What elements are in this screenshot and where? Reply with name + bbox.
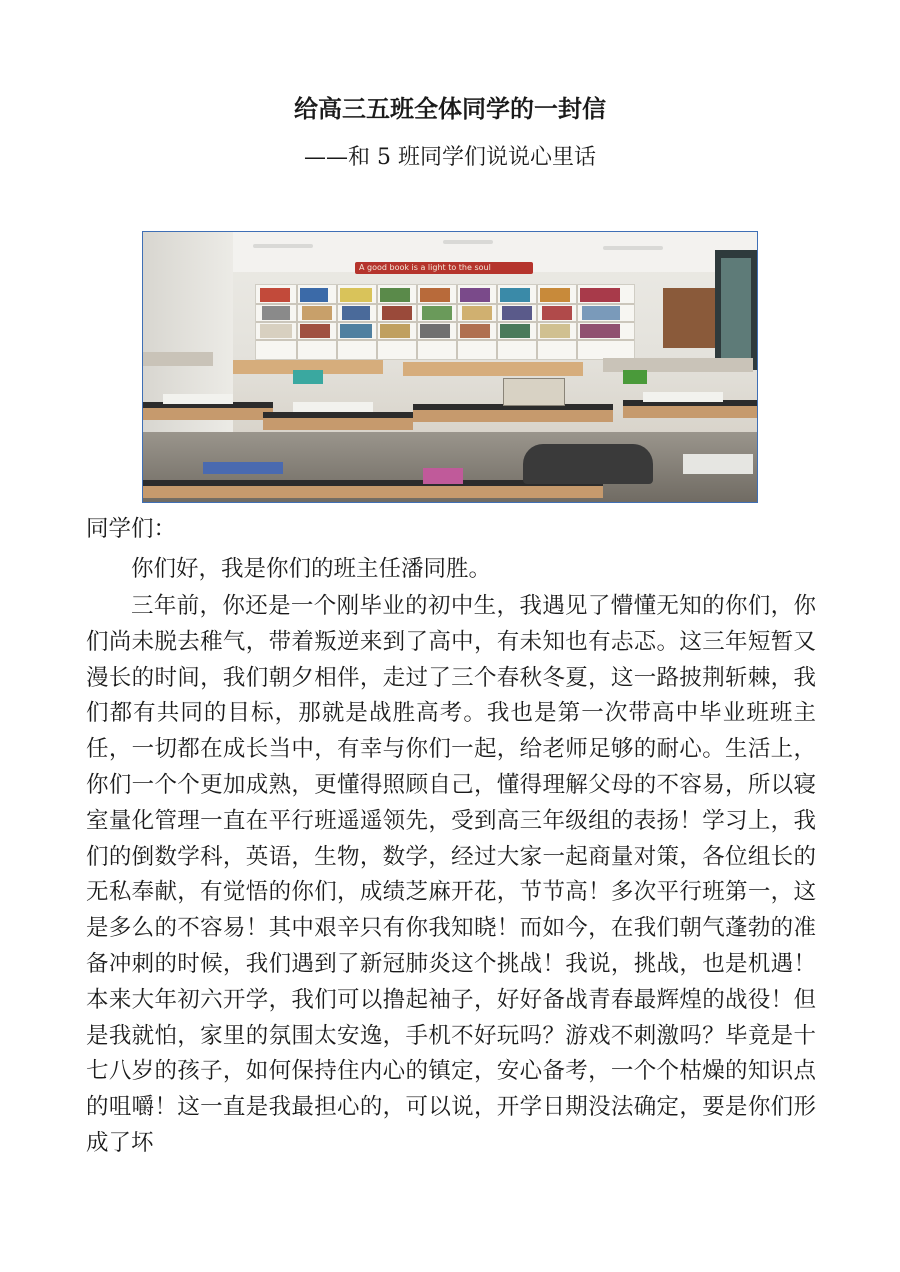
tissue-box	[423, 468, 463, 484]
photo-banner-text: A good book is a light to the soul	[359, 263, 491, 272]
ceiling-lamp	[443, 240, 493, 244]
book-stand	[503, 378, 565, 406]
desk	[143, 480, 403, 498]
paper-stack	[683, 454, 753, 474]
desk	[403, 362, 583, 376]
container	[293, 370, 323, 384]
letter-paragraph-1: 你们好，我是你们的班主任潘同胜。	[131, 556, 492, 582]
container	[623, 370, 647, 384]
desk	[623, 400, 758, 418]
letter-title: 给高三五班全体同学的一封信	[294, 95, 606, 123]
side-bookshelf	[663, 288, 715, 348]
book-pile	[203, 462, 283, 474]
paper-stack	[293, 402, 373, 412]
letter-paragraph-2: 三年前，你还是一个刚毕业的初中生，我遇见了懵懂无知的你们，你们尚未脱去稚气，带着叛逆来到了高中，有未知也有忐忑。这三年短暂又漫长的时间，我们朝夕相伴，走过了三个春秋冬夏，这一路披荆斩棘，我们都有共同的目标，那就是战胜高考。我也是第一次带高中毕业班班主任，一切都在成长当中，有幸与你们一起，给老师足够的耐心。生活上，你们一个个更加成熟，更懂得照顾自己，懂得理解父母的不容易，所以寝室量化管理一直在平行班遥遥领先，受到高三年级组的表扬！学习上，我们的倒数学科，英语，生物，数学，经过大家一起商量对策，各位组长的无私奉献，有觉悟的你们，成绩芝麻开花，节节高！多次平行班第一，这是多么的不容易！其中艰辛只有你我知晓！而如今，在我们朝气蓬勃的准备冲刺的时候，我们遇到了新冠肺炎这个挑战！我说，挑战，也是机遇！本来大年初六开学，我们可以撸起袖子，好好备战青春最辉煌的战役！但是我就怕，家里的氛围太安逸，手机不好玩吗？游戏不刺激吗？毕竟是十七八岁的孩子，如何保持住内心的镇定，安心备考，一个个枯燥的知识点的咀嚼！这一直是我最担心的，可以说，开学日期没法确定，要是你们形成了坏	[86, 593, 816, 1156]
classroom-photo	[142, 231, 758, 503]
bookshelf	[255, 284, 635, 360]
letter-subtitle: ——和 5 班同学们说说心里话	[304, 145, 596, 170]
desk	[413, 404, 613, 422]
ceiling-lamp	[603, 246, 663, 250]
desk	[263, 412, 413, 430]
desk	[143, 352, 213, 366]
photo-window	[715, 250, 757, 370]
paper-stack	[163, 394, 233, 404]
desk	[143, 402, 273, 420]
photo-banner	[355, 262, 533, 274]
chair-jacket	[523, 444, 653, 484]
paper-stack	[643, 392, 723, 402]
ceiling-lamp	[253, 244, 313, 248]
letter-salutation: 同学们：	[86, 516, 177, 542]
